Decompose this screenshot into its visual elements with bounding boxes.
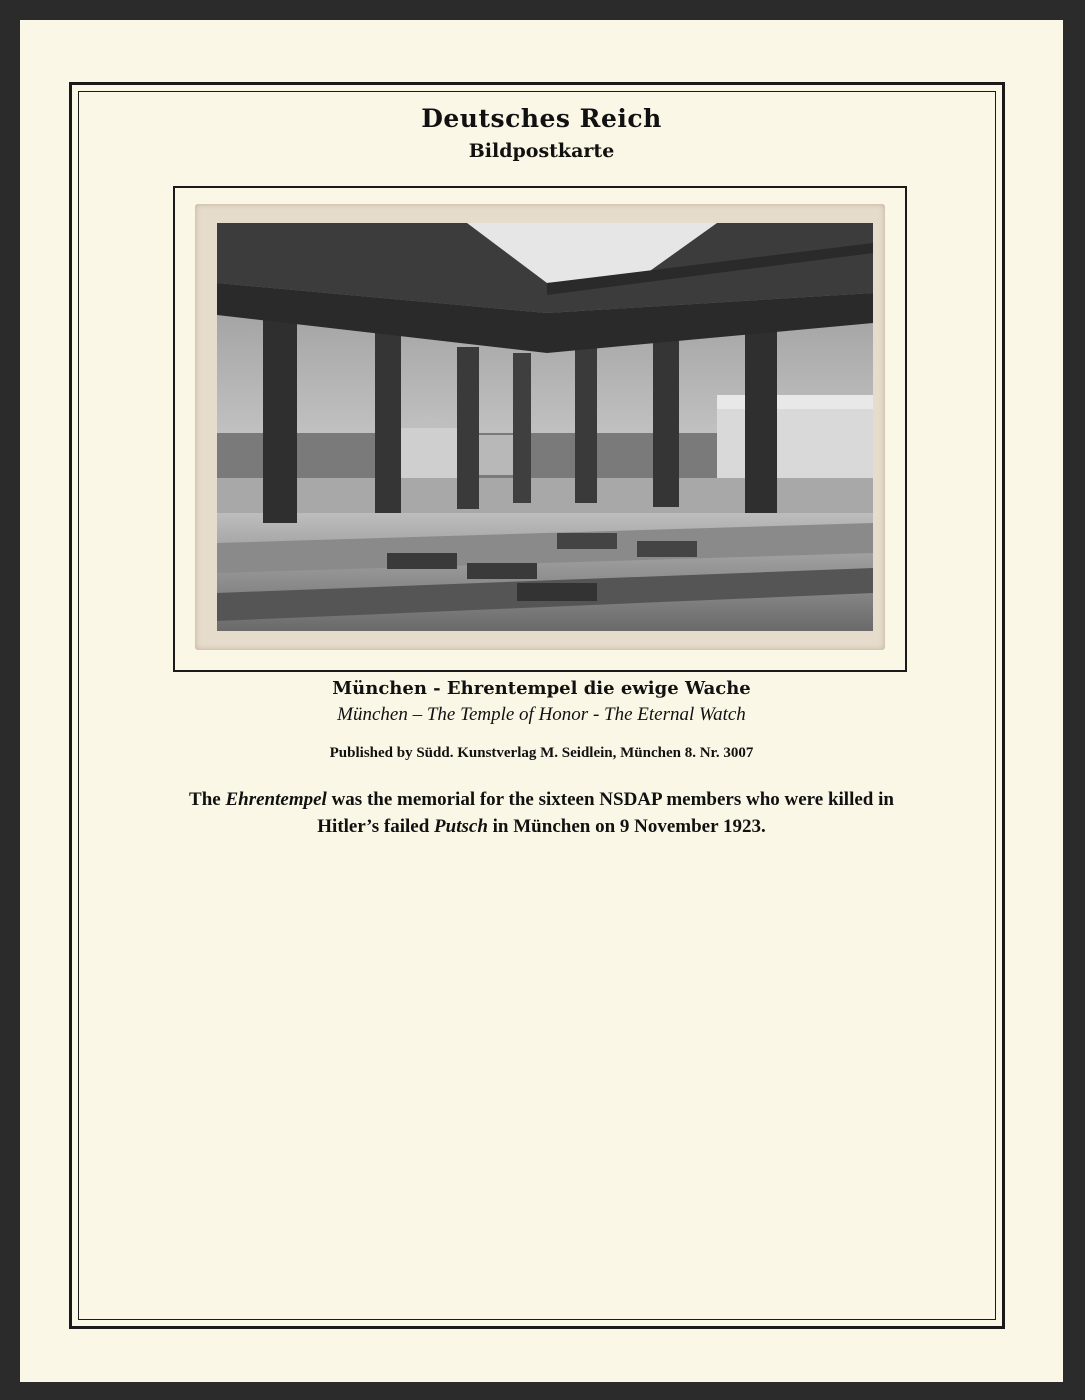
page-title: Deutsches Reich (421, 104, 662, 133)
description-term-1: Ehrentempel (225, 789, 327, 810)
postcard-image (195, 204, 885, 650)
page-subtitle: Bildpostkarte (468, 140, 615, 162)
description-text-2: was the memorial for the sixteen NSDAP members who were killed in Hitler’s failed (317, 789, 894, 837)
temple-photo (217, 223, 873, 631)
description-text-3: in München on 9 November 1923. (487, 816, 766, 837)
caption-english: München – The Temple of Honor - The Eternal Watch (337, 704, 746, 725)
postcard-mount (173, 186, 907, 672)
caption-german: München - Ehrentempel die ewige Wache (332, 678, 751, 699)
description-paragraph (160, 786, 923, 840)
album-page (20, 20, 1063, 1382)
description-text-1: The (189, 789, 226, 810)
description-term-2: Putsch (434, 816, 488, 837)
publisher-line: Published by Südd. Kunstverlag M. Seidlein, München 8. Nr. 3007 (329, 745, 754, 761)
